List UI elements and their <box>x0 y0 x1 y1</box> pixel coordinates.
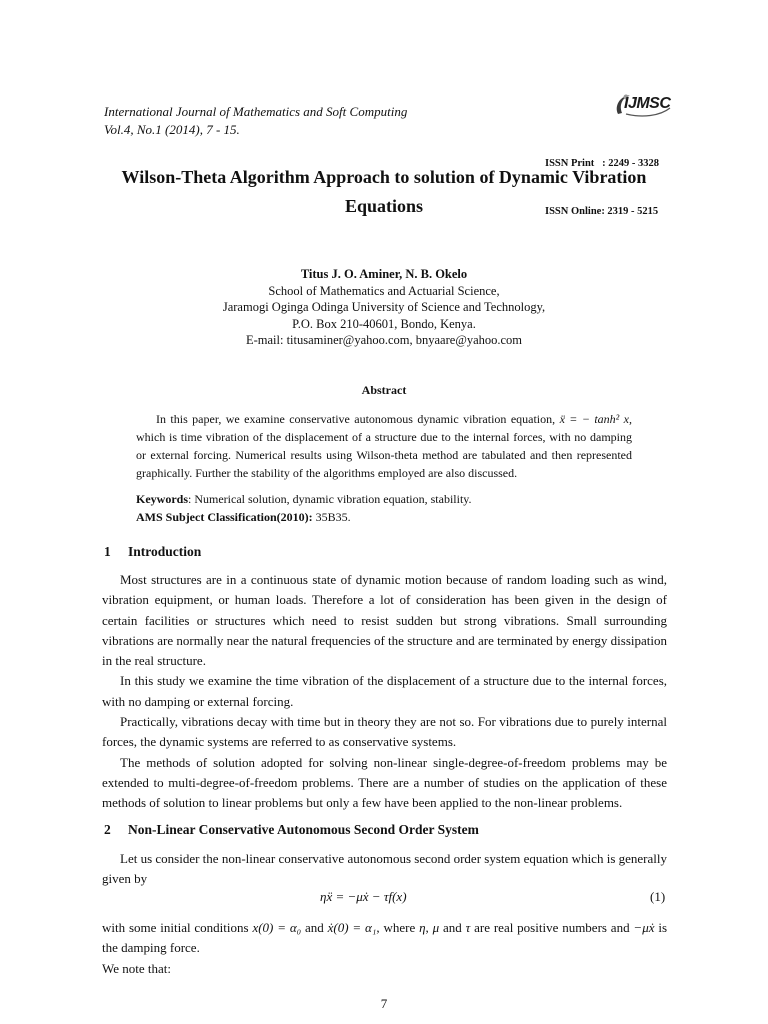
paper-title <box>84 163 684 221</box>
issn-print: ISSN Print : 2249 - 3328 <box>545 158 660 169</box>
section-1-paragraph-3: Practically, vibrations decay with time but in theory they are not so. For vibrations due to purely internal forces, the dynamic systems are referred to as conservative systems. <box>102 714 667 750</box>
abstract-text-a: In this paper, we examine conservative autonomous dynamic vibration equation, <box>156 412 560 426</box>
ams-label: AMS Subject Classification(2010): <box>136 510 313 524</box>
author-emails: E-mail: titusaminer@yahoo.com, bnyaare@yahoo.com <box>245 333 523 347</box>
p2-text-b: , where <box>376 920 420 935</box>
equation-1-number: (1) <box>650 889 666 904</box>
section-1-body <box>102 570 667 814</box>
author-names: Titus J. O. Aminer, N. B. Okelo <box>300 267 468 281</box>
section-2-paragraph-2 <box>102 918 667 959</box>
damping-term: −μẋ <box>633 920 655 935</box>
author-block <box>84 266 684 349</box>
abstract-equation: ẍ = − tanh² x, <box>559 412 632 426</box>
ams-line <box>136 508 656 526</box>
keywords-label: Keywords <box>136 492 188 506</box>
journal-volume: Vol.4, No.1 (2014), 7 - 15. <box>104 122 240 137</box>
section-1-paragraph-4: The methods of solution adopted for solving non-linear single-degree-of-freedom problems may be extended to multi-degree-of-freedom problems. There are a number of studies on the application of these methods of solution to linear problems but only a few have been applied to the non-linear problems. <box>102 754 667 811</box>
equation-1: ηẍ = −μẋ − τf(x) <box>320 889 407 904</box>
page-number: 7 <box>380 996 388 1011</box>
affiliation-university: Jaramogi Oginga Odinga University of Science and Technology, <box>222 300 546 314</box>
initial-condition-2: ẋ(0) = α₁ <box>327 920 377 935</box>
section-2-intro <box>102 849 667 890</box>
section-2-paragraph-3: We note that: <box>102 960 171 976</box>
section-2-title: Non-Linear Conservative Autonomous Second Order System <box>128 822 479 837</box>
section-1-number: 1 <box>104 544 111 559</box>
abstract-body <box>136 410 632 482</box>
p2-text-d: is the damping force. <box>102 920 668 956</box>
paper-title-line2: Equations <box>344 196 424 216</box>
p2-comma: , <box>425 920 433 935</box>
affiliation-school: School of Mathematics and Actuarial Science, <box>268 283 500 298</box>
section-1-heading <box>104 544 201 560</box>
symbol-tau: τ <box>465 920 471 935</box>
symbol-mu: μ <box>432 920 440 935</box>
p2-and2: and <box>439 920 466 935</box>
section-2-body <box>102 918 667 979</box>
paper-title-line1: Wilson-Theta Algorithm Approach to solution of Dynamic Vibration <box>121 167 647 187</box>
logo-text: IJMSC <box>624 95 671 112</box>
keywords-text: : Numerical solution, dynamic vibration equation, stability. <box>188 492 472 506</box>
affiliation-address: P.O. Box 210-40601, Bondo, Kenya. <box>292 316 476 331</box>
p2-text-c: are real positive numbers and <box>470 920 634 935</box>
section-1-paragraph-1: Most structures are in a continuous state of dynamic motion because of random loading such as wind, vibration equipment, or human loads. Therefore a lot of consideration has been given in the design of certain facilities or structures which need to resist sudden but strong vibrations. Small surrounding vibrations are normally near the natural frequencies of the structure and are terminated by energy dissipation in the real structure. <box>102 572 667 669</box>
section-1-title: Introduction <box>128 544 202 559</box>
journal-citation <box>104 103 407 139</box>
section-2-heading <box>104 822 479 838</box>
initial-condition-1: x(0) = α₀ <box>252 920 302 935</box>
ams-text: 35B35. <box>312 510 351 524</box>
abstract-text-b: which is time vibration of the displacement of a structure due to the internal forces, with no damping or external forcing. Numerical results using Wilson-theta method are tabulated and then represented graphically. Further the stability of the algorithms employed are also discussed. <box>136 430 632 480</box>
symbol-eta: η <box>419 920 426 935</box>
issn-online: ISSN Online: 2319 - 5215 <box>545 206 659 217</box>
p2-and: and <box>301 920 328 935</box>
keywords-block <box>136 490 656 526</box>
p2-text-a: with some initial conditions <box>102 920 253 935</box>
journal-name: International Journal of Mathematics and Soft Computing <box>104 104 408 119</box>
section-2-number: 2 <box>104 822 111 837</box>
section-1-paragraph-2: In this study we examine the time vibration of the displacement of a structure due to the internal forces, with no damping or external forcing. <box>102 673 667 709</box>
keywords-line <box>136 490 656 508</box>
section-2-paragraph-1: Let us consider the non-linear conservative autonomous second order system equation which is generally given by <box>102 851 667 887</box>
abstract-heading: Abstract <box>361 383 407 397</box>
journal-logo <box>612 92 672 118</box>
abstract-text <box>136 410 632 482</box>
